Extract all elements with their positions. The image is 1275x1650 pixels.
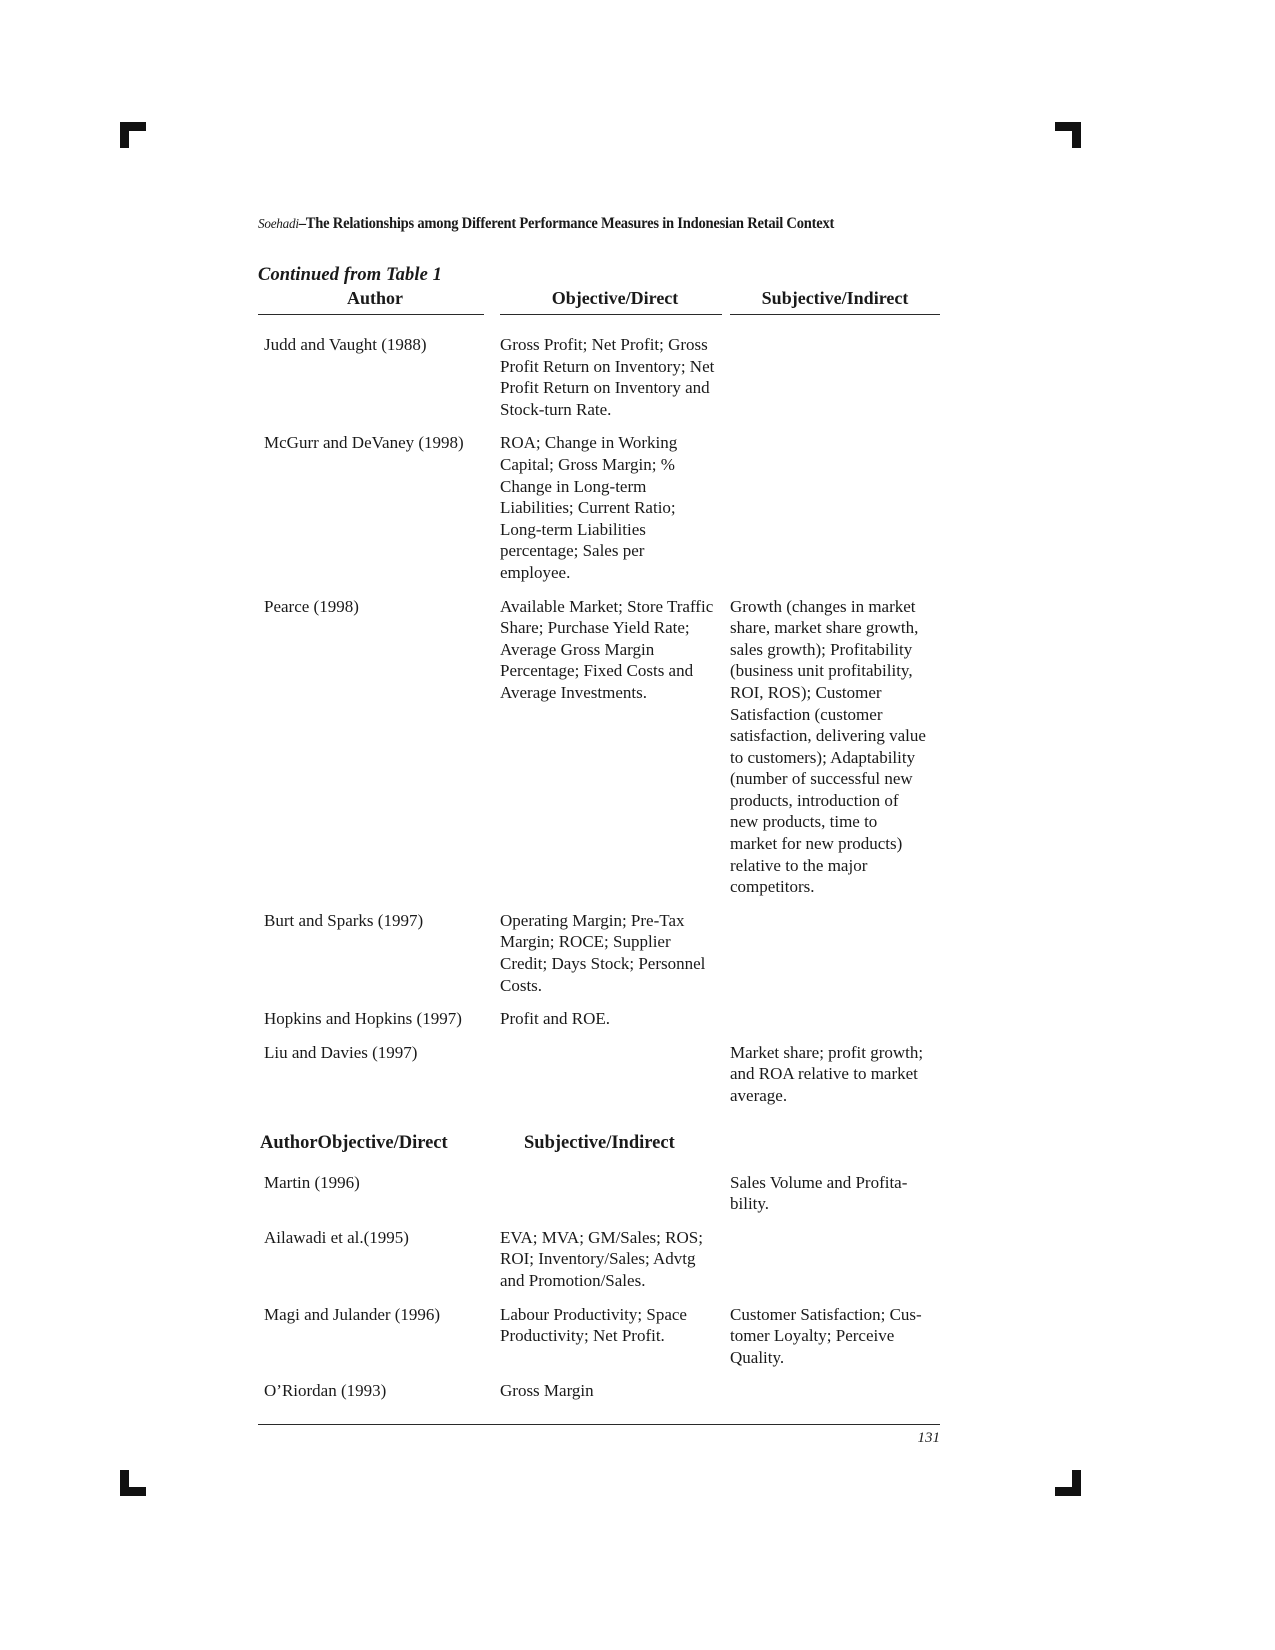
cell-subjective bbox=[730, 898, 940, 996]
cell-subjective bbox=[730, 1215, 940, 1292]
page-content bbox=[258, 215, 958, 1447]
running-head bbox=[258, 215, 916, 233]
cell-subjective: Growth (changes in market share, market share growth, sales growth); Profitability (business unit profitability, ROI, ROS); Customer Satisfaction (customer satisfaction, delivering value to customers); Adaptability (number of successful new products, introduction of new products, time to market for new products) relative to the major competitors. bbox=[730, 596, 926, 897]
cell-subjective: Customer Satisfaction; Cus-tomer Loyalty; Perceive Quality. bbox=[730, 1304, 922, 1367]
mid-header-spacer bbox=[730, 1107, 940, 1160]
table-row bbox=[258, 898, 940, 996]
column-header-subjective bbox=[730, 288, 940, 320]
header-rule-objective bbox=[500, 314, 722, 315]
table-row bbox=[258, 996, 940, 1030]
table-header-row bbox=[258, 288, 940, 320]
cell-author: Judd and Vaught (1988) bbox=[264, 335, 427, 354]
header-rule-subjective bbox=[730, 314, 940, 315]
header-rule-author bbox=[258, 314, 484, 315]
column-header-subjective-label: Subjective/Indirect bbox=[761, 288, 909, 308]
performance-measures-table bbox=[258, 288, 940, 1402]
table-row bbox=[258, 1030, 940, 1107]
mid-header-subjective: Subjective/Indirect bbox=[524, 1132, 675, 1153]
table-row bbox=[258, 1292, 940, 1369]
cell-author: McGurr and DeVaney (1998) bbox=[264, 433, 464, 453]
cell-subjective bbox=[730, 420, 940, 583]
crop-mark-top-right bbox=[1055, 122, 1081, 148]
column-header-author-label: Author bbox=[346, 288, 403, 308]
cell-objective: Gross Profit; Net Profit; Gross Profit Return on Inventory; Net Profit Return on Inventory and Stock-turn Rate. bbox=[500, 335, 715, 419]
mid-header-author-objective: AuthorObjective/Direct bbox=[260, 1132, 448, 1153]
table-row bbox=[258, 1160, 940, 1215]
cell-objective: Gross Margin bbox=[500, 1381, 594, 1401]
table-row bbox=[258, 1368, 940, 1402]
running-head-author: Soehadi bbox=[258, 217, 299, 232]
cell-subjective: Market share; profit growth; and ROA relative to market average. bbox=[730, 1042, 924, 1105]
column-header-objective bbox=[500, 288, 730, 320]
cell-objective: EVA; MVA; GM/Sales; ROS; ROI; Inventory/Sales; Advtg and Promotion/Sales. bbox=[500, 1227, 703, 1290]
table-row bbox=[258, 420, 940, 583]
cell-subjective: Sales Volume and Profita-bility. bbox=[730, 1172, 908, 1214]
running-head-title: The Relationships among Different Performance Measures in Indonesian Retail Context bbox=[305, 215, 835, 232]
table-mid-header-row bbox=[258, 1107, 940, 1160]
cell-subjective bbox=[730, 996, 940, 1030]
running-head-dash: – bbox=[298, 215, 306, 232]
table-caption: Continued from Table 1 bbox=[258, 265, 442, 285]
cell-objective bbox=[500, 1030, 730, 1107]
cell-author: Liu and Davies (1997) bbox=[264, 1042, 418, 1062]
crop-mark-bottom-left bbox=[120, 1470, 146, 1496]
crop-mark-top-left bbox=[120, 122, 146, 148]
cell-objective bbox=[500, 1160, 730, 1215]
table-row bbox=[258, 584, 940, 898]
cell-author: O’Riordan (1993) bbox=[264, 1381, 387, 1401]
cell-author: Hopkins and Hopkins (1997) bbox=[264, 1009, 462, 1029]
cell-subjective bbox=[730, 320, 940, 420]
column-header-objective-label: Objective/Direct bbox=[551, 288, 679, 308]
table-body-top bbox=[258, 320, 940, 1402]
cell-author: Martin (1996) bbox=[264, 1172, 360, 1192]
cell-objective: Operating Margin; Pre-Tax Margin; ROCE; Supplier Credit; Days Stock; Personnel Costs. bbox=[500, 910, 706, 995]
cell-objective: Profit and ROE. bbox=[500, 1009, 611, 1029]
crop-mark-bottom-right bbox=[1055, 1470, 1081, 1496]
column-header-author bbox=[258, 288, 500, 320]
cell-objective: Available Market; Store Traffic Share; Purchase Yield Rate; Average Gross Margin Percentage; Fixed Costs and Average Investments. bbox=[500, 596, 714, 702]
table-row bbox=[258, 320, 940, 420]
table-row bbox=[258, 1215, 940, 1292]
cell-author: Pearce (1998) bbox=[264, 596, 359, 616]
cell-subjective bbox=[730, 1368, 940, 1402]
cell-author: Magi and Julander (1996) bbox=[264, 1304, 441, 1324]
page-number: 131 bbox=[917, 1429, 940, 1446]
cell-author: Ailawadi et al.(1995) bbox=[264, 1227, 409, 1247]
cell-objective: Labour Productivity; Space Productivity; Net Profit. bbox=[500, 1304, 687, 1346]
cell-objective: ROA; Change in Working Capital; Gross Margin; % Change in Long-term Liabilities; Current Ratio; Long-term Liabilities percentage; Sales per employee. bbox=[500, 433, 678, 582]
cell-author: Burt and Sparks (1997) bbox=[264, 910, 424, 930]
